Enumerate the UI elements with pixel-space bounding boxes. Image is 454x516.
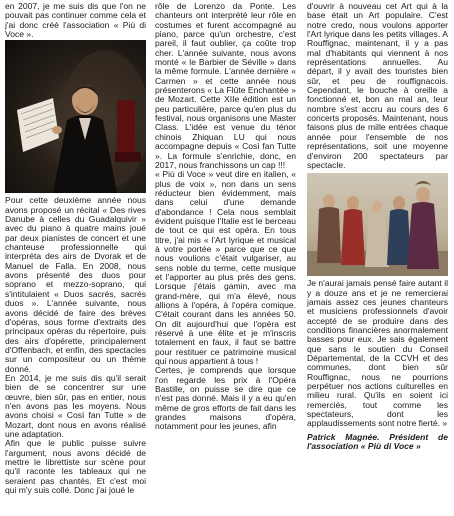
- column-2: [155, 2, 296, 432]
- photo-singer: [5, 40, 146, 193]
- photo-stage: [307, 173, 448, 276]
- paragraph: rôle de Lorenzo da Ponte. Les chanteurs ont interprété leur rôle en costumes et furent accompagné au piano, parce qu'un orchestre, c'est pareil, il faut oublier, ça coûte trop cher. L'année suivante, nous avons monté « le Barbier de Séville » dans la même formule. L'année dernière « Carmen » et cette année nous présenterons « La Flûte Enchantée » de Mozart. Cette XIIe édition est un peu particulière, parce qu'en plus du festival, nous organisons une Master Class. L'idée est venue du ténor chinois Zhiquan LU qui nous accompagne depuis « Così fan Tutte ». La formule s'enrichie, donc, en 2017, nous franchissons un cap !!!: [155, 1, 296, 170]
- signature: Patrick Magnée. Président de l'association « Più di Voce »: [307, 431, 448, 452]
- paragraph: Je n'aurai jamais pensé faire autant il y a douze ans et je ne remercierai jamais assez ces jeunes chanteurs et musiciens professionnels d'avoir accepté de se produire dans des conditions financières anormalement basses pour eux. Je sais également que sans le soutien du Conseil Départemental, de la CCVH et des communes, dont bien sûr Rouffignac, nous ne pourrions perpétuer nos actions culturelles en milieu rural. Qu'ils en soient ici remerciés, tout comme les spectateurs, dont les applaudissements sont notre fierté. »: [307, 278, 448, 429]
- paragraph: en 2007, je me suis dis que l'on ne pouvait pas continuer comme cela et j'ai donc créé l'association « Più di Voce ».: [5, 1, 146, 40]
- paragraph: d'ouvrir à nouveau cet Art qui à la base était un Art populaire. C'est notre credo, nous voulons apporter l'Art lyrique dans les petits villages. A Rouffignac, maintenant, il y a pas mal d'habitants qui viennent à nos représentations annuelles. Au départ, il y avait des touristes bien sûr, et peu de rouffignacois. Cependant, le bouche à oreille a fonctionné et, bon an mal an, leur nombre s'est accru au cours des 6 concerts proposés. Maintenant, nous faisons plus de mille entrées chaque année pour l'ensemble de nos représentations, soit une moyenne d'environ 200 spectateurs par spectacle.: [307, 1, 448, 170]
- singer-illustration: [5, 40, 146, 193]
- paragraph: « Più di Voce » veut dire en italien, « plus de voix », non dans un sens réducteur bien évidemment, mais dans celui d'une demande d'abondance ! Cela nous semblait évident puisque l'Italie est le berceau de tout ce qui est opéra. En tous titre, j'ai mis « l'Art lyrique et musical à votre portée » parce que ce que nous voulions c'était vulgariser, au sens noble du terme, cette musique et l'apporter au plus près des gens. Lorsque j'étais gamin, avec ma grand-mère, qui m'a élevé, nous allions à l'opéra, à l'opéra comique. C'était courant dans les années 50. On dit aujourd'hui que l'opéra est réservé à une élite et je m'inscris totalement en faux, il faut se battre pour restituer ce patrimoine musical qui nous appartient à tous !: [155, 169, 296, 367]
- column-3: [307, 2, 448, 451]
- stage-illustration: [307, 173, 448, 276]
- paragraph: En 2014, je me suis dis qu'il serait bien de se concentrer sur une œuvre, bien sûr, pas en entier, nous n'en avons pas les moyens. Nous avons choisi « Così fan Tutte » de Mozart, dont nous en avons réalisé une adaptation.: [5, 372, 146, 439]
- paragraph: Afin que le public puisse suivre l'argument, nous avons décidé de mettre le librettiste sur scène pour qu'il raconte les tableaux qui ne seraient pas chantés. Et c'est moi qui m'y suis collé. Donc j'ai joué le: [5, 438, 146, 496]
- paragraph: Certes, je comprends que lorsque l'on regarde les prix à l'Opéra Bastille, on puisse se dire que ce n'est pas donné. Mais il y a eu qu'en même de gros efforts de fait dans les grandes maisons d'opéra, notamment pour les jeunes, afin: [155, 365, 296, 432]
- paragraph: Pour cette deuxième année nous avons proposé un récital « Des rives Danube à celles du Guadalquivir » avec du piano à quatre mains joué par deux pianistes de concert et une chanteuse professionnelle qui interpréta des airs de Dvorak et de Manuel de Falla. En 2008, nous avons présenté des duos pour soprano et mezzo-soprano, qui s'intitulaient « Duos sacrés, sacrés duos ». L'année suivante, nous avons décidé de faire des brèves d'opéras, sous forme d'extraits des principaux opéras du répertoire, puis des airs d'opérette, principalement d'Offenbach, et enfin, des spectacles sur un compositeur ou un thème donné.: [5, 195, 146, 374]
- column-1: [5, 2, 146, 495]
